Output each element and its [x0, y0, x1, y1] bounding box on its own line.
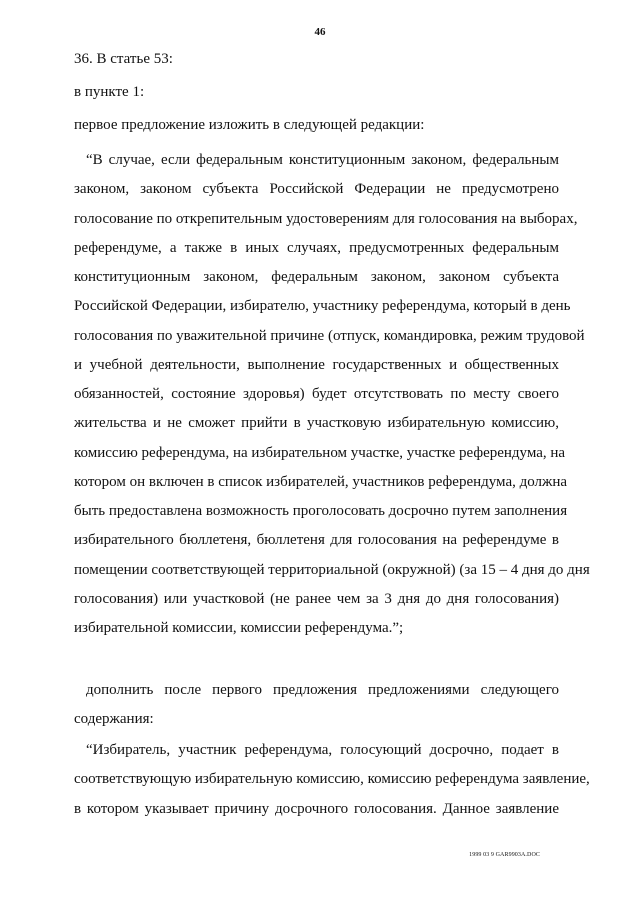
quote-line: Российской Федерации, избирателю, участнику референдума, который в день — [74, 298, 571, 315]
quote-line: избирательного бюллетеня, бюллетеня для голосования на референдуме в — [74, 532, 559, 549]
quote-line: котором он включен в список избирателей, участников референдума, должна — [74, 473, 568, 490]
editing-instruction: первое предложение изложить в следующей редакции: — [74, 117, 425, 133]
quote-line: голосование по открепительным удостоверениям для голосования на выборах, — [74, 210, 578, 227]
quote-line: обязанностей, состояние здоровья) будет отсутствовать по месту своего — [74, 386, 559, 402]
second-quote-line: соответствующую избирательную комиссию, комиссию референдума заявление, — [74, 771, 590, 788]
quote-line: быть предоставлена возможность проголосовать досрочно путем заполнения — [74, 503, 568, 519]
addition-line: дополнить после первого предложения предложениями следующего — [86, 682, 559, 698]
second-quote-line: в котором указывает причину досрочного голосования. Данное заявление — [74, 800, 559, 817]
second-quote-line: “Избиратель, участник референдума, голосующий досрочно, подает в — [86, 742, 559, 758]
quote-line: конституционным законом, федеральным законом, законом субъекта — [74, 269, 559, 285]
second-quoted-paragraph — [74, 736, 590, 824]
quote-line: референдуме, а также в иных случаях, предусмотренных федеральным — [74, 239, 559, 256]
quote-line: законом, законом субъекта Российской Федерации не предусмотрено — [74, 181, 559, 198]
quote-line: голосования) или участковой (не ранее чем за 3 дня до дня голосования) — [74, 590, 559, 607]
quote-line: голосования по уважительной причине (отпуск, командировка, режим трудовой — [74, 327, 585, 344]
addition-line: содержания: — [74, 711, 154, 728]
quote-line: “В случае, если федеральным конституционным законом, федеральным — [86, 152, 559, 168]
addition-paragraph — [74, 676, 559, 735]
quote-line: избирательной комиссии, комиссии референдума.”; — [74, 620, 404, 636]
document-code: 1999 03 9 GAR9903A.DOC — [469, 852, 540, 858]
quote-line: помещении соответствующей территориальной (окружной) (за 15 – 4 дня до дня — [74, 561, 590, 578]
article-heading: 36. В статье 53: — [74, 51, 173, 67]
quoted-paragraph — [74, 146, 590, 643]
quote-line: комиссию референдума, на избирательном участке, участке референдума, на — [74, 444, 566, 461]
paragraph-reference: в пункте 1: — [74, 84, 145, 100]
quote-line: жительства и не сможет прийти в участковую избирательную комиссию, — [74, 415, 559, 432]
page-number: 46 — [314, 26, 326, 38]
quote-line: и учебной деятельности, выполнение государственных и общественных — [74, 356, 559, 373]
